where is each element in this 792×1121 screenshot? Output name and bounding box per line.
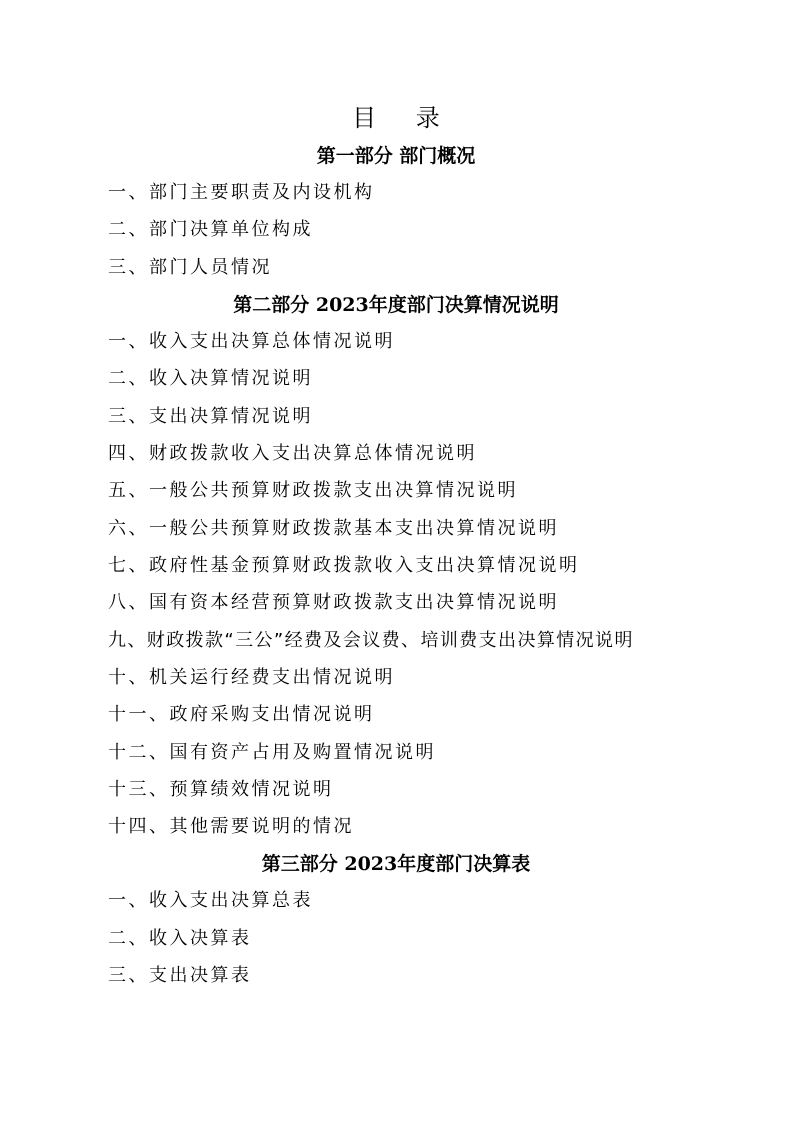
toc-item: 一、收入支出决算总表 xyxy=(108,890,313,911)
toc-item: 二、收入决算情况说明 xyxy=(108,368,313,389)
toc-item: 三、支出决算表 xyxy=(108,965,252,986)
toc-item: 六、一般公共预算财政拨款基本支出决算情况说明 xyxy=(108,518,559,539)
toc-item: 三、支出决算情况说明 xyxy=(108,406,313,427)
toc-item: 八、国有资本经营预算财政拨款支出决算情况说明 xyxy=(108,592,559,613)
toc-item: 七、政府性基金预算财政拨款收入支出决算情况说明 xyxy=(108,555,580,576)
toc-item: 九、财政拨款“三公”经费及会议费、培训费支出决算情况说明 xyxy=(108,630,634,651)
toc-item: 十、机关运行经费支出情况说明 xyxy=(108,667,395,688)
toc-item: 十二、国有资产占用及购置情况说明 xyxy=(108,742,436,763)
toc-item: 五、一般公共预算财政拨款支出决算情况说明 xyxy=(108,480,518,501)
part3-heading: 第三部分 2023年度部门决算表 xyxy=(261,853,531,875)
toc-item: 二、部门决算单位构成 xyxy=(108,219,313,240)
part1-heading: 第一部分 部门概况 xyxy=(316,145,476,167)
toc-item: 三、部门人员情况 xyxy=(108,257,272,278)
part2-heading: 第二部分 2023年度部门决算情况说明 xyxy=(233,294,559,316)
toc-item: 二、收入决算表 xyxy=(108,928,252,949)
toc-item: 十四、其他需要说明的情况 xyxy=(108,816,354,837)
toc-item: 一、收入支出决算总体情况说明 xyxy=(108,331,395,352)
toc-item: 四、财政拨款收入支出决算总体情况说明 xyxy=(108,443,477,464)
toc-item: 十一、政府采购支出情况说明 xyxy=(108,704,375,725)
toc-title: 目 录 xyxy=(352,104,456,132)
toc-item: 十三、预算绩效情况说明 xyxy=(108,779,334,800)
toc-item: 一、部门主要职责及内设机构 xyxy=(108,182,375,203)
